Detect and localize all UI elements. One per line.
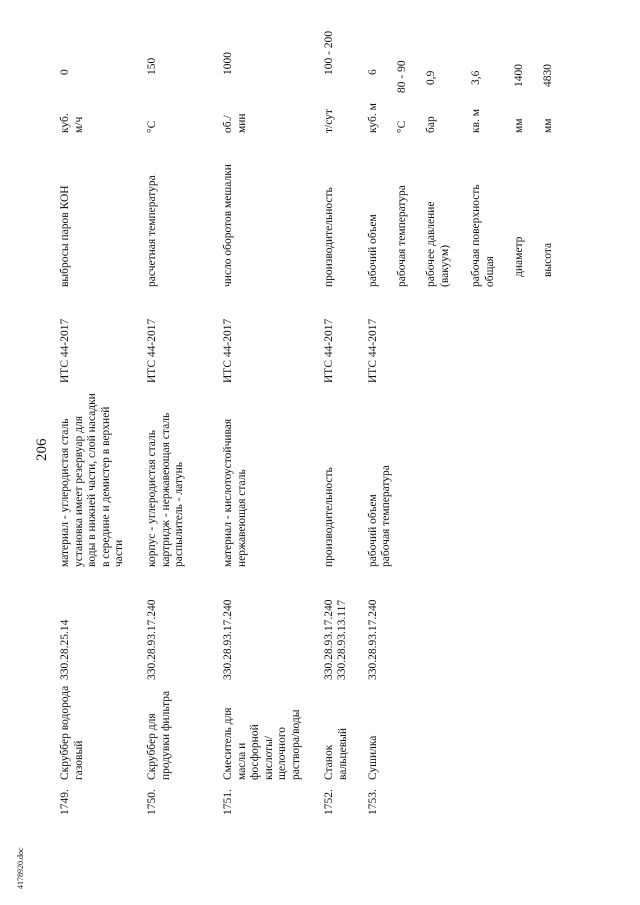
standard-reference: ИТС 44-2017	[146, 318, 158, 383]
param-value: 6	[367, 69, 379, 75]
row-number: 1749.	[59, 789, 71, 815]
equipment-name: Смеситель для масла и фосфорной кислоты/ щелочного раствора/воды	[222, 707, 302, 780]
param-value: 4830	[542, 64, 554, 87]
equipment-description: производительность	[323, 467, 335, 567]
param-name: рабочее давление (вакуум)	[425, 201, 451, 287]
param-name: высота	[542, 242, 554, 277]
param-unit: куб. м	[367, 103, 379, 133]
param-value: 150	[146, 57, 158, 75]
standard-reference: ИТС 44-2017	[367, 318, 379, 383]
param-name: рабочая температура	[396, 185, 408, 287]
param-unit: об./ мин	[222, 113, 248, 133]
param-value: 0	[59, 69, 71, 75]
equipment-description: материал - кислотоустойчивая нержавеющая сталь	[222, 418, 248, 567]
equipment-description: материал - углеродистая сталь установка имеет резервуар для воды в нижней части, слой насадки в середине и демистер в верхней части	[59, 393, 125, 567]
param-unit: бар	[425, 116, 437, 133]
param-name: производительность	[323, 187, 335, 287]
param-unit: кв. м	[470, 108, 482, 133]
param-name: диаметр	[513, 236, 525, 277]
equipment-code-secondary: 330.28.93.13.117	[336, 599, 348, 680]
row-number: 1750.	[146, 789, 158, 815]
equipment-name: Скруббер для продувки фильтра	[146, 690, 172, 780]
param-value: 0,9	[425, 70, 437, 85]
equipment-description-secondary: рабочая температура	[380, 465, 392, 567]
standard-reference: ИТС 44-2017	[323, 318, 335, 383]
equipment-description: рабочий объем	[367, 494, 379, 567]
param-name: расчетная температура	[146, 175, 158, 287]
equipment-code: 330.28.93.17.240	[323, 599, 335, 680]
param-value: 1400	[513, 64, 525, 87]
equipment-code: 330.28.93.17.240	[146, 599, 158, 680]
param-unit: мм	[513, 118, 525, 133]
footer-filename: 4178920.doc	[16, 847, 25, 889]
equipment-code: 330.28.93.17.240	[222, 599, 234, 680]
param-value: 1000	[222, 52, 234, 75]
page-number: 206	[34, 438, 50, 461]
equipment-code: 330.28.93.17.240	[367, 599, 379, 680]
param-name: выбросы паров КОН	[59, 185, 71, 287]
row-number: 1751.	[222, 789, 234, 815]
param-value: 80 - 90	[396, 60, 408, 93]
param-name: рабочий объем	[367, 214, 379, 287]
equipment-name: Станок вальцевый	[323, 727, 349, 780]
param-unit: т/сут	[323, 109, 335, 133]
standard-reference: ИТС 44-2017	[222, 318, 234, 383]
param-value: 100 - 200	[323, 30, 335, 75]
param-unit: мм	[542, 118, 554, 133]
equipment-description: корпус - углеродистая сталь картридж - нержавеющая сталь распылитель - латунь	[146, 412, 185, 567]
param-value: 3,6	[470, 70, 482, 85]
row-number: 1753.	[367, 789, 379, 815]
param-name: рабочая поверхность общая	[470, 184, 496, 287]
param-name: число оборотов мешалки	[222, 164, 234, 287]
equipment-name: Скруббер водорода газовый	[59, 685, 85, 780]
equipment-name: Сушилка	[367, 735, 379, 780]
equipment-code: 330.28.25.14	[59, 619, 71, 680]
param-unit: °С	[146, 120, 158, 133]
standard-reference: ИТС 44-2017	[59, 318, 71, 383]
param-unit: куб. м/ч	[59, 113, 85, 133]
row-number: 1752.	[323, 789, 335, 815]
param-unit: °С	[396, 120, 408, 133]
